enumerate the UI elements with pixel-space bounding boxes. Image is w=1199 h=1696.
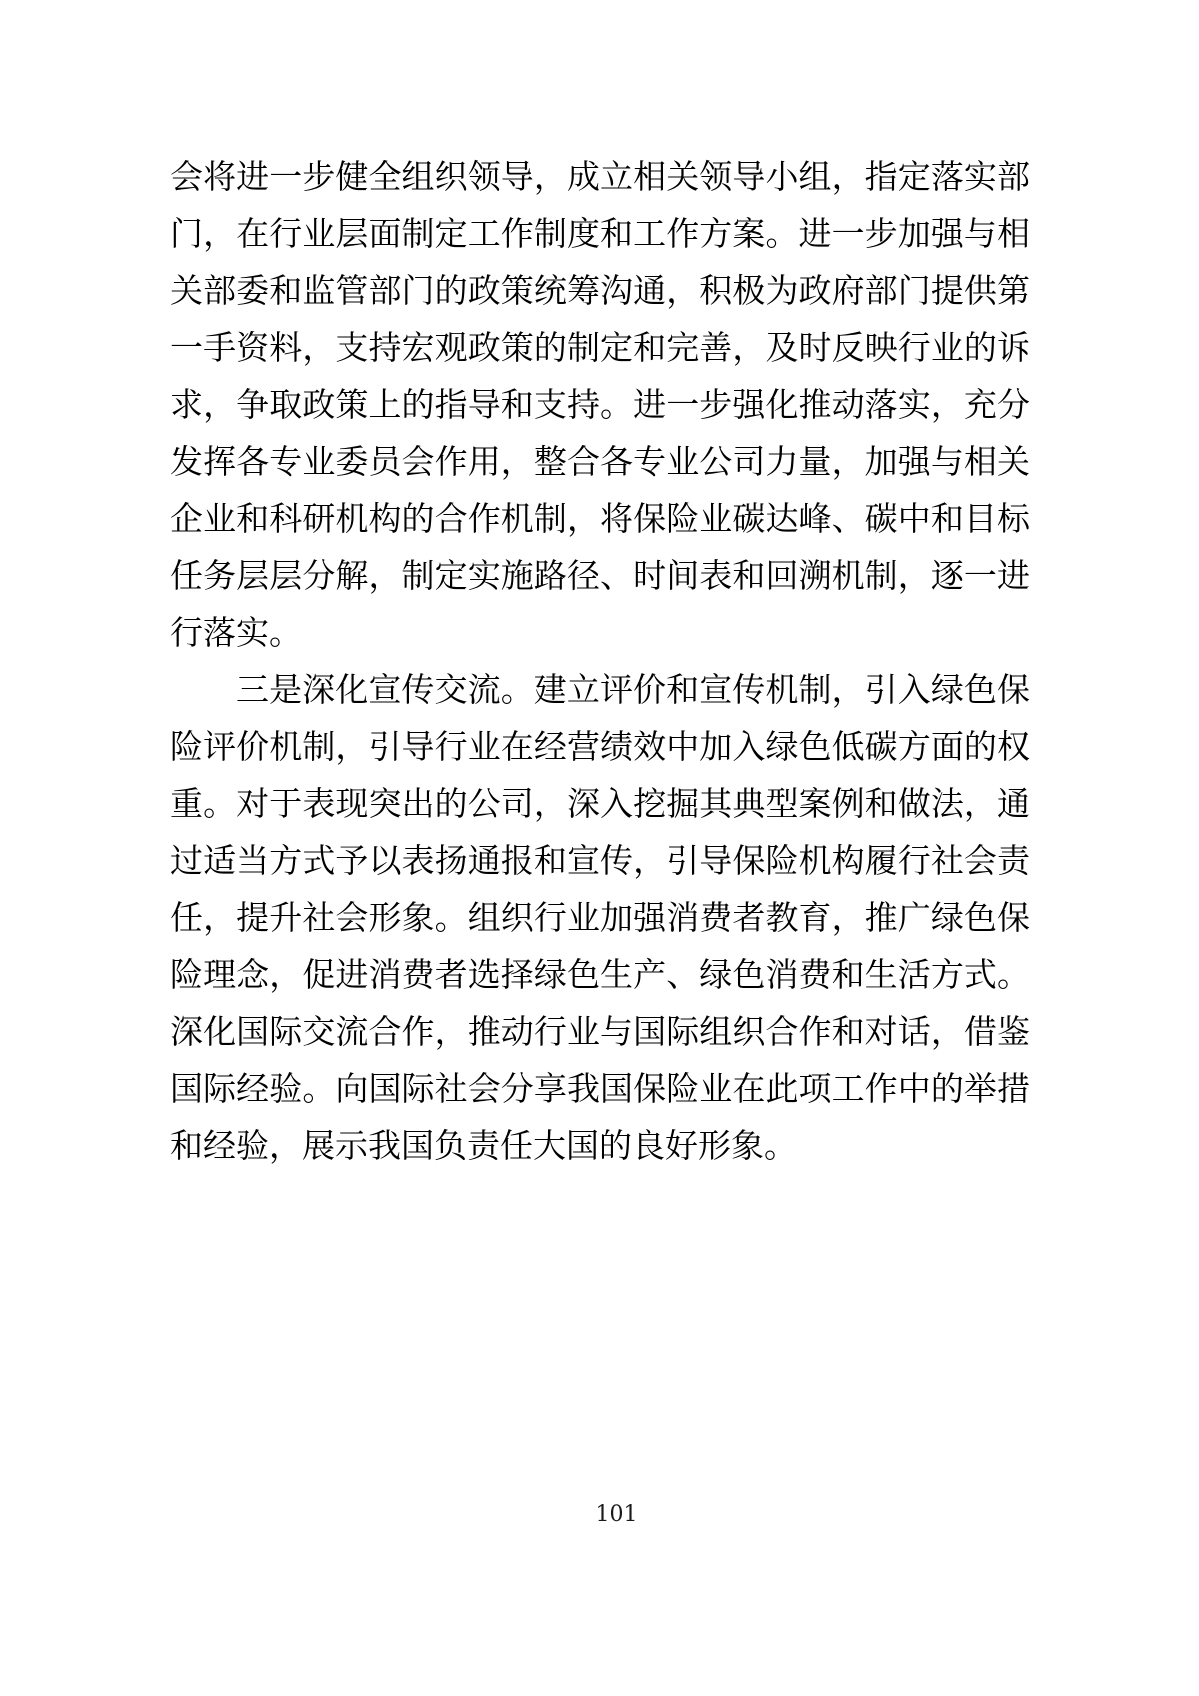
paragraph-2 (170, 661, 1030, 1174)
text-line: 和经验，展示我国负责任大国的良好形象。 (170, 1126, 797, 1165)
text-line: 任，提升社会形象。组织行业加强消费者教育，推广绿色保 (170, 898, 1030, 937)
text-line: 国际经验。向国际社会分享我国保险业在此项工作中的举措 (170, 1069, 1030, 1108)
text-line: 险理念，促进消费者选择绿色生产、绿色消费和生活方式。 (170, 955, 1030, 994)
text-line: 求，争取政策上的指导和支持。进一步强化推动落实，充分 (170, 385, 1030, 424)
body-text (170, 148, 1030, 1174)
text-line: 险评价机制，引导行业在经营绩效中加入绿色低碳方面的权 (170, 727, 1030, 766)
text-line: 企业和科研机构的合作机制，将保险业碳达峰、碳中和目标 (170, 499, 1030, 538)
text-line: 三是深化宣传交流。建立评价和宣传机制，引入绿色保 (236, 670, 1030, 709)
paragraph-1 (170, 148, 1030, 661)
page-number: 101 (595, 1502, 638, 1527)
text-line: 门，在行业层面制定工作制度和工作方案。进一步加强与相 (170, 214, 1030, 253)
text-line: 任务层层分解，制定实施路径、时间表和回溯机制，逐一进 (170, 556, 1030, 595)
text-line: 发挥各专业委员会作用，整合各专业公司力量，加强与相关 (170, 442, 1030, 481)
text-line: 关部委和监管部门的政策统筹沟通，积极为政府部门提供第 (170, 271, 1030, 310)
text-line: 一手资料，支持宏观政策的制定和完善，及时反映行业的诉 (170, 328, 1030, 367)
text-line: 行落实。 (170, 613, 302, 652)
text-line: 过适当方式予以表扬通报和宣传，引导保险机构履行社会责 (170, 841, 1030, 880)
text-line: 重。对于表现突出的公司，深入挖掘其典型案例和做法，通 (170, 784, 1030, 823)
text-line: 会将进一步健全组织领导，成立相关领导小组，指定落实部 (170, 157, 1030, 196)
text-line: 深化国际交流合作，推动行业与国际组织合作和对话，借鉴 (170, 1012, 1030, 1051)
